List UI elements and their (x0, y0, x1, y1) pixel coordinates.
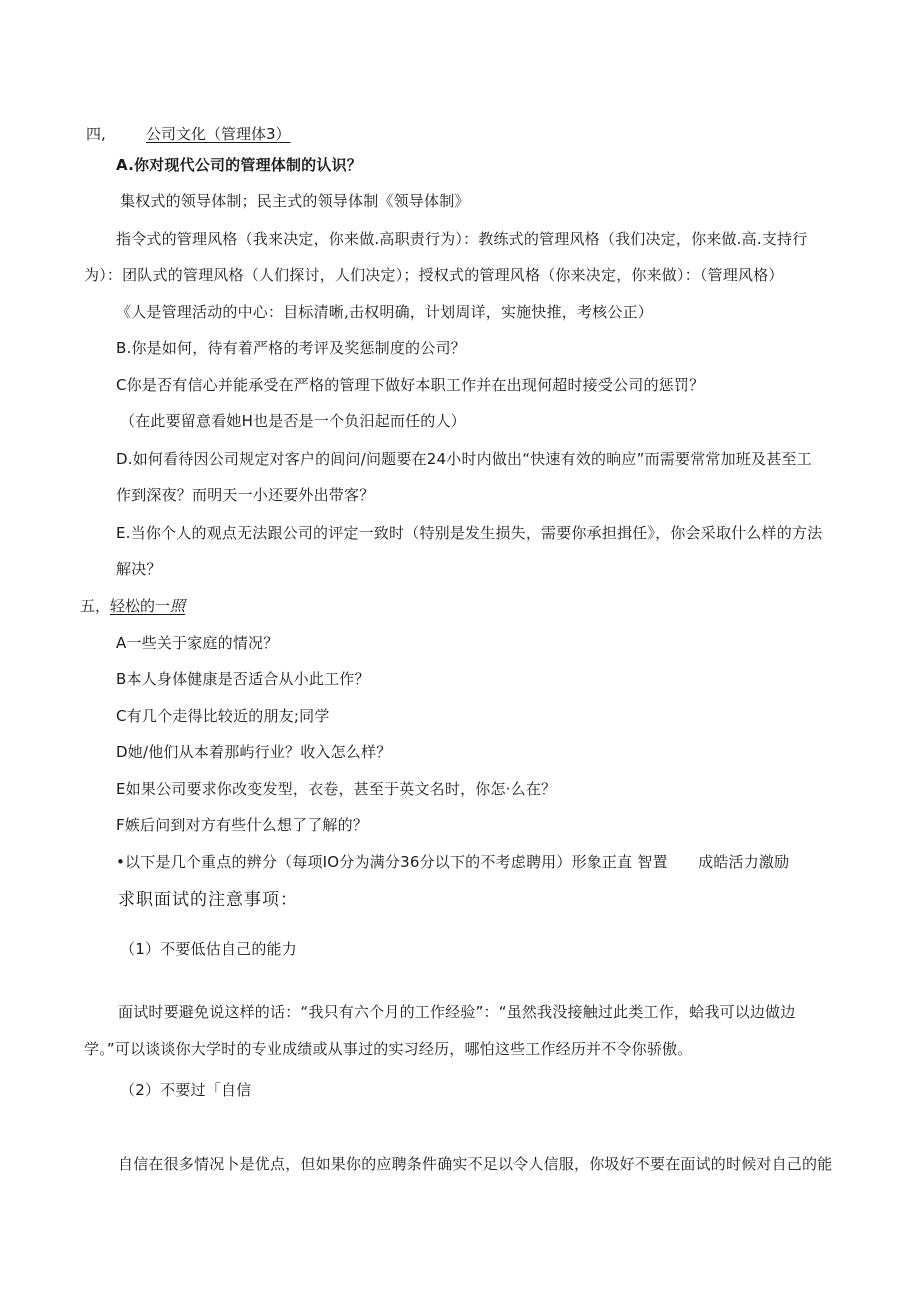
notes-paragraph-1-line2: 学。”可以谈谈你大学时的专业成绩或从事过的实习经历，哪怕这些工作经历并不令你骄傲。 (84, 1040, 693, 1058)
section-4-item-c-note: （在此要留意看她H也是否是一个负汨起而任的人） (120, 412, 466, 430)
notes-paragraph-1-line1: 面试时要避免说这样的话：“我只有六个月的工作经验”：“虽然我没接触过此类工作，蛤我可以边做边 (118, 1003, 796, 1021)
section-4-heading (86, 124, 291, 144)
section-4-title: 公司文化（管理体3） (146, 125, 291, 143)
notes-title: 求职面试的注意事项： (118, 890, 298, 910)
notes-paragraph-2-line1: 自信在很多情况卜是优点，但如果你的应聘条件确实不足以令人信服，你圾好不要在面试的时候对自己的能 (118, 1155, 833, 1173)
section-5-item-e: E如果公司要求你改变发型，衣卷，甚至于英文名时，你怎·么在？ (116, 780, 557, 798)
section-5-title: 轻松的一 (110, 597, 171, 615)
section-4-item-b: B.你是如何，待有着严格的考评及奖惩制度的公司？ (116, 339, 466, 357)
section-5-item-f: F嫉后问到对方有些什么想了了解的？ (116, 816, 369, 834)
section-5-item-b: B本人身体健康是否适合从小此工作？ (116, 670, 370, 688)
section-5-number: 五， (80, 597, 111, 615)
section-5-title-italic: 照 (170, 597, 186, 615)
section-4-item-d-line1: D.如何看待因公司规定对客户的闾问/问题要在24小时内做出“快速有效的晌应”而需要常常加班及甚至工 (116, 450, 812, 468)
section-4-item-d-line2: 作到深夜？而明天一小还要外出带客？ (116, 486, 375, 504)
notes-point-1: （1）不要低估自己的能力 (120, 940, 297, 958)
section-4-style-line2: 为）：团队式的管理风格（人们探讨，人们决定）；授权式的管理风格（你来决定，你来做）：（管理风格） (84, 266, 784, 284)
section-5-item-a: A一些关于家庭的情况？ (116, 634, 279, 652)
section-4-item-e-line1: E.当你个人的观点无法跟公司的评定一致时（特别是发生损失，需要你承担揖任》，你会采取什么样的方法 (116, 524, 823, 542)
section-4-number: 四, (86, 125, 106, 143)
section-4-style-line1: 指令式的管理风格（我来决定，你来做.高职责行为）：教练式的管理风格（我们决定，你来做.高.支持行 (116, 230, 808, 248)
section-4-item-a-answer: 集权式的领导体制；民主式的领导体制《领导体制》 (120, 192, 470, 210)
notes-point-2: （2）不要过「自信 (120, 1081, 252, 1099)
section-5-scoring-note: •以下是几个重点的辨分（每项IO分为满分36分以下的不考虑聘用）形象正直 智置 成皓活力激励 (116, 853, 790, 871)
section-4-center-line: 《人是管理活动的中心：目标清晰,击权明确，计划周详，实施快推，考核公正） (116, 303, 653, 321)
section-5-item-d: D她/他们从本着那屿行业？收入怎么样？ (116, 743, 392, 761)
section-5-item-c: C有几个走得比较近的朋友;同学 (116, 707, 330, 725)
section-4-item-a: A.你对现代公司的管理体制的认识？ (116, 156, 362, 174)
section-4-item-e-line2: 解决？ (116, 560, 162, 578)
section-5-heading (80, 596, 185, 616)
section-4-item-c: C你是否有信心并能承受在严格的管理下做好本职工作并在出现何超时接受公司的惩罚？ (116, 376, 705, 394)
